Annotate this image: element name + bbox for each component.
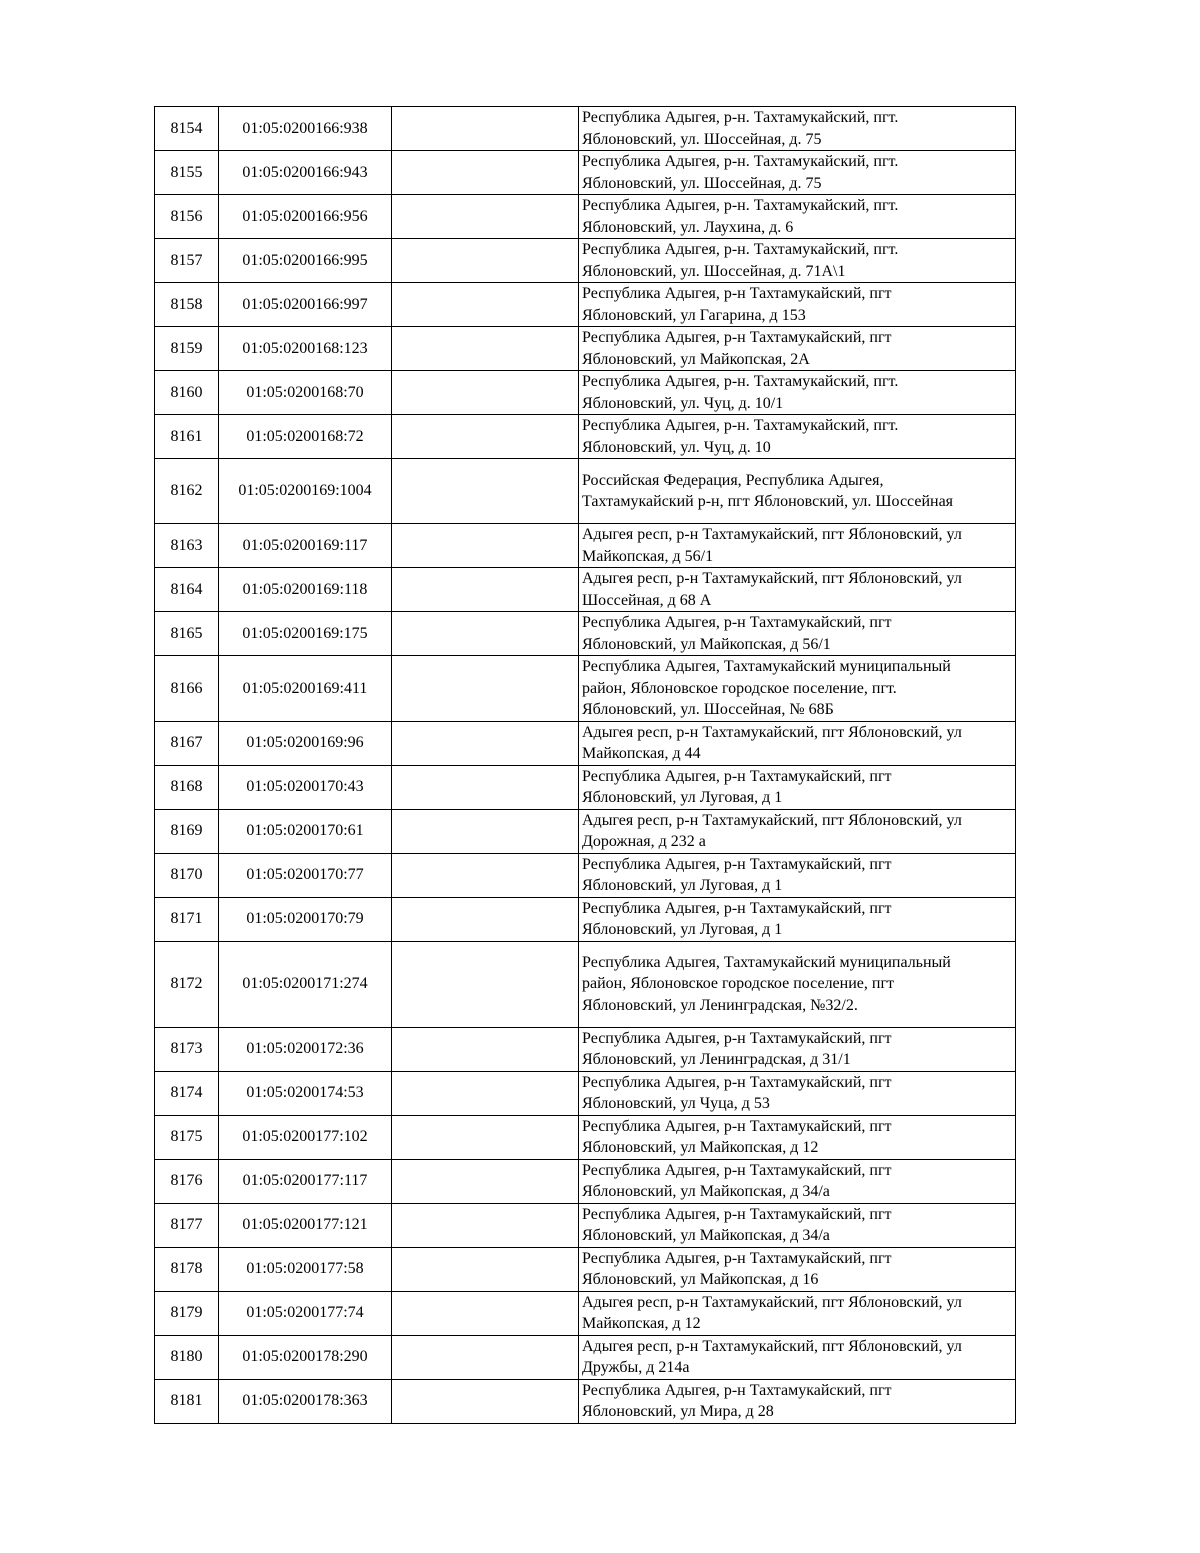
table-row bbox=[155, 283, 1016, 327]
address-cell: Республика Адыгея, Тахтамукайский муниципальный район, Яблоновское городское поселение, пгт. Яблоновский, ул. Шоссейная, № 68Б bbox=[579, 656, 1016, 722]
address-cell: Республика Адыгея, р-н Тахтамукайский, пгт Яблоновский, ул Мира, д 28 bbox=[579, 1379, 1016, 1423]
row-number-cell: 8163 bbox=[155, 524, 219, 568]
table-row bbox=[155, 1027, 1016, 1071]
table-row bbox=[155, 656, 1016, 722]
empty-cell bbox=[392, 415, 579, 459]
cadastral-number-cell: 01:05:0200166:956 bbox=[219, 195, 392, 239]
table-row bbox=[155, 941, 1016, 1027]
address-cell: Республика Адыгея, р-н Тахтамукайский, пгт Яблоновский, ул Ленинградская, д 31/1 bbox=[579, 1027, 1016, 1071]
address-cell: Республика Адыгея, р-н Тахтамукайский, пгт Яблоновский, ул Луговая, д 1 bbox=[579, 853, 1016, 897]
cadastral-number-cell: 01:05:0200171:274 bbox=[219, 941, 392, 1027]
table-row bbox=[155, 809, 1016, 853]
table-row bbox=[155, 151, 1016, 195]
empty-cell bbox=[392, 327, 579, 371]
row-number-cell: 8161 bbox=[155, 415, 219, 459]
cadastral-number-cell: 01:05:0200177:121 bbox=[219, 1203, 392, 1247]
table-row bbox=[155, 1335, 1016, 1379]
registry-body bbox=[155, 107, 1016, 1424]
table-row bbox=[155, 1071, 1016, 1115]
address-cell: Адыгея респ, р-н Тахтамукайский, пгт Яблоновский, ул Майкопская, д 44 bbox=[579, 721, 1016, 765]
empty-cell bbox=[392, 1027, 579, 1071]
empty-cell bbox=[392, 1159, 579, 1203]
address-cell: Республика Адыгея, р-н Тахтамукайский, пгт Яблоновский, ул Майкопская, д 56/1 bbox=[579, 612, 1016, 656]
empty-cell bbox=[392, 1071, 579, 1115]
address-cell: Республика Адыгея, р-н. Тахтамукайский, пгт. Яблоновский, ул. Чуц, д. 10 bbox=[579, 415, 1016, 459]
row-number-cell: 8158 bbox=[155, 283, 219, 327]
table-row bbox=[155, 415, 1016, 459]
row-number-cell: 8168 bbox=[155, 765, 219, 809]
cadastral-number-cell: 01:05:0200166:995 bbox=[219, 239, 392, 283]
cadastral-number-cell: 01:05:0200170:61 bbox=[219, 809, 392, 853]
empty-cell bbox=[392, 107, 579, 151]
table-row bbox=[155, 1203, 1016, 1247]
cadastral-number-cell: 01:05:0200169:1004 bbox=[219, 459, 392, 524]
address-cell: Республика Адыгея, р-н Тахтамукайский, пгт Яблоновский, ул Луговая, д 1 bbox=[579, 765, 1016, 809]
cadastral-number-cell: 01:05:0200177:102 bbox=[219, 1115, 392, 1159]
cadastral-number-cell: 01:05:0200170:79 bbox=[219, 897, 392, 941]
row-number-cell: 8165 bbox=[155, 612, 219, 656]
table-row bbox=[155, 568, 1016, 612]
address-cell: Адыгея респ, р-н Тахтамукайский, пгт Яблоновский, ул Дорожная, д 232 а bbox=[579, 809, 1016, 853]
address-cell: Республика Адыгея, р-н Тахтамукайский, пгт Яблоновский, ул Майкопская, д 16 bbox=[579, 1247, 1016, 1291]
cadastral-number-cell: 01:05:0200169:118 bbox=[219, 568, 392, 612]
empty-cell bbox=[392, 151, 579, 195]
cadastral-number-cell: 01:05:0200168:70 bbox=[219, 371, 392, 415]
table-row bbox=[155, 897, 1016, 941]
cadastral-number-cell: 01:05:0200166:943 bbox=[219, 151, 392, 195]
cadastral-number-cell: 01:05:0200169:96 bbox=[219, 721, 392, 765]
empty-cell bbox=[392, 1335, 579, 1379]
row-number-cell: 8162 bbox=[155, 459, 219, 524]
table-row bbox=[155, 327, 1016, 371]
table-row bbox=[155, 1379, 1016, 1423]
table-row bbox=[155, 1159, 1016, 1203]
cadastral-number-cell: 01:05:0200170:77 bbox=[219, 853, 392, 897]
cadastral-number-cell: 01:05:0200172:36 bbox=[219, 1027, 392, 1071]
row-number-cell: 8159 bbox=[155, 327, 219, 371]
row-number-cell: 8176 bbox=[155, 1159, 219, 1203]
row-number-cell: 8174 bbox=[155, 1071, 219, 1115]
row-number-cell: 8170 bbox=[155, 853, 219, 897]
cadastral-number-cell: 01:05:0200178:363 bbox=[219, 1379, 392, 1423]
row-number-cell: 8181 bbox=[155, 1379, 219, 1423]
table-row bbox=[155, 1247, 1016, 1291]
cadastral-number-cell: 01:05:0200166:938 bbox=[219, 107, 392, 151]
table-row bbox=[155, 765, 1016, 809]
address-cell: Республика Адыгея, р-н Тахтамукайский, пгт Яблоновский, ул Чуца, д 53 bbox=[579, 1071, 1016, 1115]
address-cell: Адыгея респ, р-н Тахтамукайский, пгт Яблоновский, ул Дружбы, д 214а bbox=[579, 1335, 1016, 1379]
cadastral-number-cell: 01:05:0200169:175 bbox=[219, 612, 392, 656]
empty-cell bbox=[392, 1247, 579, 1291]
cadastral-number-cell: 01:05:0200178:290 bbox=[219, 1335, 392, 1379]
address-cell: Республика Адыгея, р-н. Тахтамукайский, пгт. Яблоновский, ул. Шоссейная, д. 71А\1 bbox=[579, 239, 1016, 283]
row-number-cell: 8166 bbox=[155, 656, 219, 722]
table-row bbox=[155, 612, 1016, 656]
table-row bbox=[155, 195, 1016, 239]
table-row bbox=[155, 1115, 1016, 1159]
empty-cell bbox=[392, 1379, 579, 1423]
row-number-cell: 8169 bbox=[155, 809, 219, 853]
address-cell: Республика Адыгея, р-н Тахтамукайский, пгт Яблоновский, ул Майкопская, д 34/а bbox=[579, 1159, 1016, 1203]
empty-cell bbox=[392, 765, 579, 809]
row-number-cell: 8177 bbox=[155, 1203, 219, 1247]
row-number-cell: 8157 bbox=[155, 239, 219, 283]
empty-cell bbox=[392, 853, 579, 897]
address-cell: Адыгея респ, р-н Тахтамукайский, пгт Яблоновский, ул Майкопская, д 12 bbox=[579, 1291, 1016, 1335]
row-number-cell: 8180 bbox=[155, 1335, 219, 1379]
empty-cell bbox=[392, 1115, 579, 1159]
address-cell: Российская Федерация, Республика Адыгея, Тахтамукайский р-н, пгт Яблоновский, ул. Шоссейная bbox=[579, 459, 1016, 524]
row-number-cell: 8171 bbox=[155, 897, 219, 941]
empty-cell bbox=[392, 809, 579, 853]
cadastral-number-cell: 01:05:0200168:72 bbox=[219, 415, 392, 459]
empty-cell bbox=[392, 941, 579, 1027]
table-row bbox=[155, 721, 1016, 765]
row-number-cell: 8175 bbox=[155, 1115, 219, 1159]
property-registry-table bbox=[154, 106, 1016, 1424]
address-cell: Республика Адыгея, р-н. Тахтамукайский, пгт. Яблоновский, ул. Чуц, д. 10/1 bbox=[579, 371, 1016, 415]
table-row bbox=[155, 459, 1016, 524]
cadastral-number-cell: 01:05:0200168:123 bbox=[219, 327, 392, 371]
empty-cell bbox=[392, 656, 579, 722]
address-cell: Республика Адыгея, р-н. Тахтамукайский, пгт. Яблоновский, ул. Шоссейная, д. 75 bbox=[579, 107, 1016, 151]
row-number-cell: 8160 bbox=[155, 371, 219, 415]
row-number-cell: 8155 bbox=[155, 151, 219, 195]
table-row bbox=[155, 524, 1016, 568]
row-number-cell: 8154 bbox=[155, 107, 219, 151]
empty-cell bbox=[392, 459, 579, 524]
row-number-cell: 8156 bbox=[155, 195, 219, 239]
empty-cell bbox=[392, 371, 579, 415]
cadastral-number-cell: 01:05:0200177:74 bbox=[219, 1291, 392, 1335]
cadastral-number-cell: 01:05:0200170:43 bbox=[219, 765, 392, 809]
table-row bbox=[155, 371, 1016, 415]
address-cell: Республика Адыгея, р-н Тахтамукайский, пгт Яблоновский, ул Майкопская, д 12 bbox=[579, 1115, 1016, 1159]
address-cell: Республика Адыгея, р-н Тахтамукайский, пгт Яблоновский, ул Гагарина, д 153 bbox=[579, 283, 1016, 327]
empty-cell bbox=[392, 1203, 579, 1247]
empty-cell bbox=[392, 897, 579, 941]
empty-cell bbox=[392, 1291, 579, 1335]
row-number-cell: 8173 bbox=[155, 1027, 219, 1071]
row-number-cell: 8164 bbox=[155, 568, 219, 612]
address-cell: Республика Адыгея, р-н Тахтамукайский, пгт Яблоновский, ул Луговая, д 1 bbox=[579, 897, 1016, 941]
empty-cell bbox=[392, 568, 579, 612]
cadastral-number-cell: 01:05:0200169:117 bbox=[219, 524, 392, 568]
empty-cell bbox=[392, 612, 579, 656]
row-number-cell: 8167 bbox=[155, 721, 219, 765]
table-row bbox=[155, 107, 1016, 151]
empty-cell bbox=[392, 195, 579, 239]
cadastral-number-cell: 01:05:0200177:117 bbox=[219, 1159, 392, 1203]
cadastral-number-cell: 01:05:0200166:997 bbox=[219, 283, 392, 327]
cadastral-number-cell: 01:05:0200169:411 bbox=[219, 656, 392, 722]
address-cell: Адыгея респ, р-н Тахтамукайский, пгт Яблоновский, ул Шоссейная, д 68 А bbox=[579, 568, 1016, 612]
address-cell: Республика Адыгея, Тахтамукайский муниципальный район, Яблоновское городское поселение, пгт Яблоновский, ул Ленинградская, №32/2. bbox=[579, 941, 1016, 1027]
table-row bbox=[155, 853, 1016, 897]
row-number-cell: 8172 bbox=[155, 941, 219, 1027]
address-cell: Республика Адыгея, р-н. Тахтамукайский, пгт. Яблоновский, ул. Лаухина, д. 6 bbox=[579, 195, 1016, 239]
address-cell: Адыгея респ, р-н Тахтамукайский, пгт Яблоновский, ул Майкопская, д 56/1 bbox=[579, 524, 1016, 568]
address-cell: Республика Адыгея, р-н Тахтамукайский, пгт Яблоновский, ул Майкопская, 2А bbox=[579, 327, 1016, 371]
empty-cell bbox=[392, 239, 579, 283]
address-cell: Республика Адыгея, р-н Тахтамукайский, пгт Яблоновский, ул Майкопская, д 34/а bbox=[579, 1203, 1016, 1247]
table-row bbox=[155, 239, 1016, 283]
empty-cell bbox=[392, 283, 579, 327]
empty-cell bbox=[392, 721, 579, 765]
table-row bbox=[155, 1291, 1016, 1335]
cadastral-number-cell: 01:05:0200177:58 bbox=[219, 1247, 392, 1291]
row-number-cell: 8178 bbox=[155, 1247, 219, 1291]
row-number-cell: 8179 bbox=[155, 1291, 219, 1335]
address-cell: Республика Адыгея, р-н. Тахтамукайский, пгт. Яблоновский, ул. Шоссейная, д. 75 bbox=[579, 151, 1016, 195]
empty-cell bbox=[392, 524, 579, 568]
cadastral-number-cell: 01:05:0200174:53 bbox=[219, 1071, 392, 1115]
